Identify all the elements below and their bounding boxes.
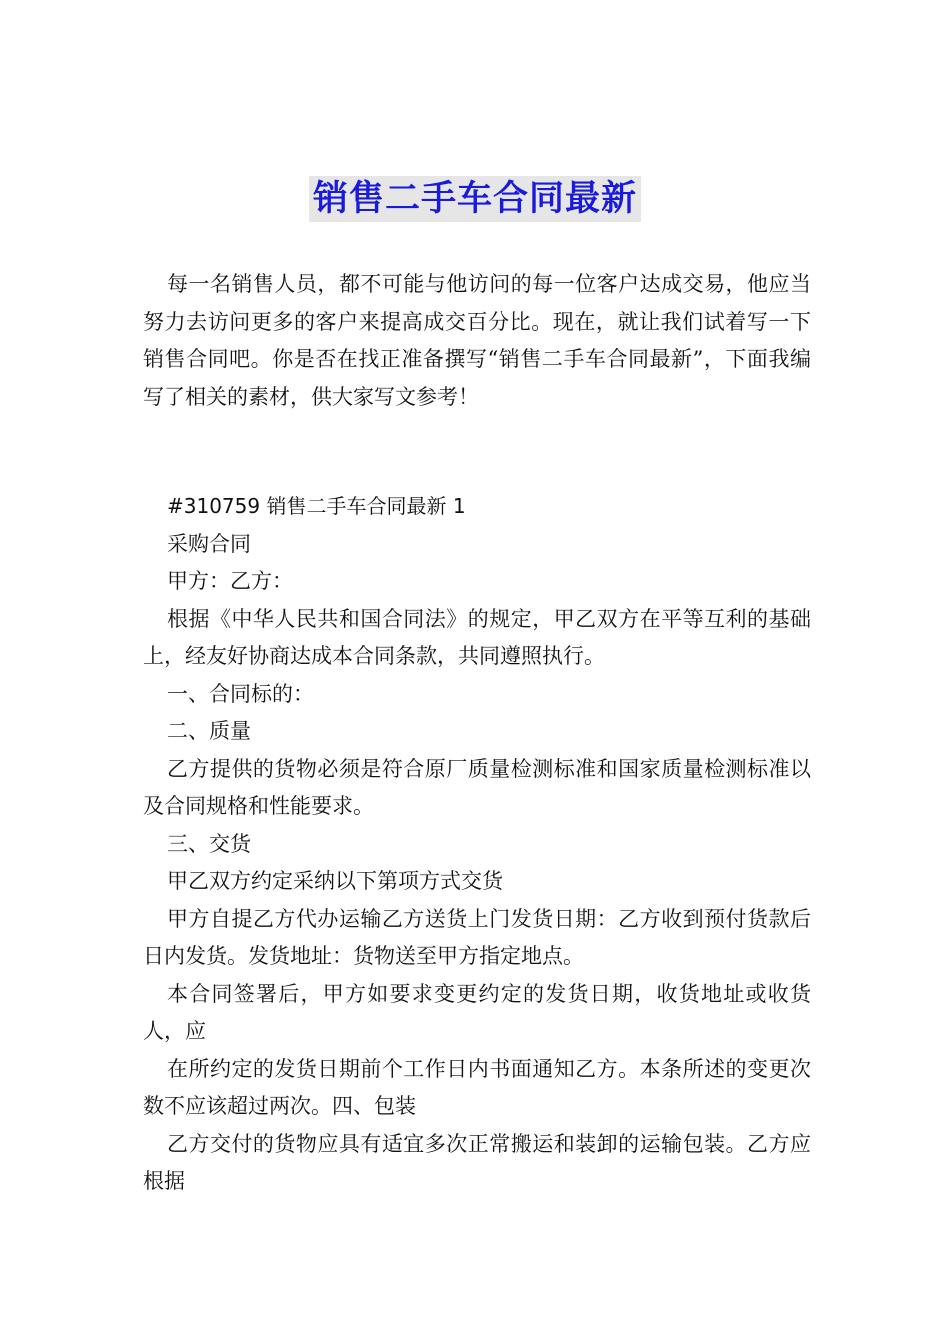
clause-heading-subject: 一、合同标的： bbox=[167, 681, 314, 706]
title-container bbox=[0, 176, 950, 222]
contract-body bbox=[143, 488, 811, 1201]
section-heading: #310759 销售二手车合同最新 1 bbox=[167, 494, 466, 518]
delivery-method-paragraph: 甲乙双方约定采纳以下第项方式交货 bbox=[167, 869, 503, 893]
notice-paragraph: 在所约定的发货日期前个工作日内书面通知乙方。本条所述的变更次数不应该超过两次。四、包装 bbox=[143, 1056, 811, 1118]
clause-heading-delivery: 三、交货 bbox=[167, 831, 251, 856]
change-request-paragraph: 本合同签署后，甲方如要求变更约定的发货日期，收货地址或收货人，应 bbox=[143, 981, 811, 1043]
packaging-paragraph: 乙方交付的货物应具有适宜多次正常搬运和装卸的运输包装。乙方应根据 bbox=[143, 1131, 811, 1193]
intro-paragraph: 每一名销售人员，都不可能与他访问的每一位客户达成交易，他应当努力去访问更多的客户来提高成交百分比。现在，就让我们试着写一下销售合同吧。你是否在找正准备撰写“销售二手车合同最新”，下面我编写了相关的素材，供大家写文参考！ bbox=[143, 272, 811, 409]
preamble-paragraph: 根据《中华人民共和国合同法》的规定，甲乙双方在平等互利的基础上，经友好协商达成本合同条款，共同遵照执行。 bbox=[143, 606, 811, 668]
clause-heading-quality: 二、质量 bbox=[167, 719, 251, 743]
parties-line: 甲方：乙方： bbox=[167, 569, 293, 593]
document-title: 销售二手车合同最新 bbox=[309, 176, 641, 222]
contract-type: 采购合同 bbox=[167, 531, 251, 556]
quality-paragraph: 乙方提供的货物必须是符合原厂质量检测标准和国家质量检测标准以及合同规格和性能要求。 bbox=[143, 756, 811, 818]
delivery-date-paragraph: 甲方自提乙方代办运输乙方送货上门发货日期：乙方收到预付货款后日内发货。发货地址：货物送至甲方指定地点。 bbox=[143, 906, 811, 968]
